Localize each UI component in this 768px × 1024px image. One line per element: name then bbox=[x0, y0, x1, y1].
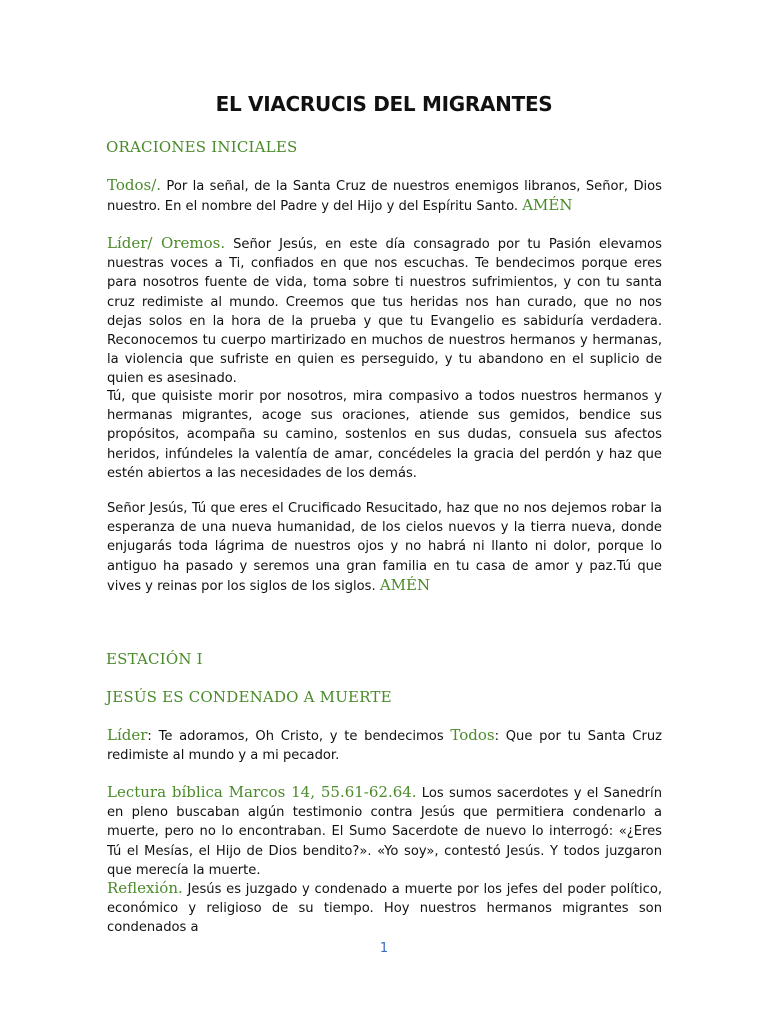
section-heading-estacion-titulo: JESÚS ES CONDENADO A MUERTE bbox=[106, 688, 392, 706]
amen-label: AMÉN bbox=[522, 196, 573, 215]
paragraph-tu-que-quisiste bbox=[107, 387, 662, 483]
paragraph-text: Jesús es juzgado y condenado a muerte por los jefes del poder político, económico y religioso de su tiempo. Hoy nuestros hermanos migrantes son condenados a bbox=[107, 882, 662, 936]
speaker-label-todos: Todos bbox=[450, 726, 495, 744]
speaker-label-todos: Todos/. bbox=[107, 176, 162, 194]
paragraph-text: Por la señal, de la Santa Cruz de nuestros enemigos libranos, Señor, Dios nuestro. En el nombre del Padre y del Hijo y del Espíritu Santo. bbox=[107, 179, 662, 215]
document-title: EL VIACRUCIS DEL MIGRANTES bbox=[215, 92, 553, 116]
paragraph-senor-jesus bbox=[107, 499, 662, 596]
paragraph-lider-todos bbox=[107, 726, 662, 765]
reflection-label: Reflexión. bbox=[107, 879, 183, 897]
paragraph-reflexion bbox=[107, 879, 662, 938]
paragraph-lectura-biblica bbox=[107, 783, 662, 880]
paragraph-text: : Te adoramos, Oh Cristo, y te bendecimos bbox=[147, 729, 451, 744]
paragraph-todos bbox=[107, 176, 662, 216]
speaker-label-lider-oremos: Líder/ Oremos. bbox=[107, 234, 226, 252]
paragraph-text: Tú, que quisiste morir por nosotros, mira compasivo a todos nuestros hermanos y hermanas migrantes, acoge sus oraciones, atiende sus gemidos, bendice sus propósitos, acompaña su camino, sostenlos en sus dudas, consuela sus afectos heridos, infúndeles la valentía de amar, concédeles la gracia del perdón y haz que estén abiertos a las necesidades de los demás. bbox=[107, 389, 662, 481]
section-heading-estacion: ESTACIÓN I bbox=[106, 650, 203, 668]
paragraph-lider-oremos bbox=[107, 234, 662, 389]
section-heading-oraciones-iniciales: ORACIONES INICIALES bbox=[106, 138, 298, 156]
page-number: 1 bbox=[379, 941, 389, 956]
amen-label: AMÉN bbox=[379, 575, 431, 594]
paragraph-text: Señor Jesús, en este día consagrado por tu Pasión elevamos nuestras voces a Ti, confiados en que nos escuchas. Te bendecimos porque eres para nosotros fuente de vida, toma sobre ti nuestros sufrimientos, y con tu santa cruz redimiste al mundo. Creemos que tus heridas nos han curado, que no nos dejas solos en la hora de la prueba y que tu Evangelio es sabiduría verdadera. Reconocemos tu cuerpo martirizado en muchos de nuestros hermanos y hermanas, la violencia que sufriste en quien es perseguido, y tu abandono en el suplicio de quien es asesinado. bbox=[107, 237, 663, 387]
speaker-label-lider: Líder bbox=[107, 726, 148, 744]
paragraph-text: Los sumos sacerdotes y el Sanedrín en pleno buscaban algún testimonio contra Jesús que permitiera condenarlo a muerte, pero no lo encontraban. El Sumo Sacerdote de nuevo lo interrogó: «¿Eres Tú el Mesías, el Hijo de Dios bendito?». «Yo soy», contestó Jesús. Y todos juzgaron que merecía la muerte. bbox=[107, 786, 662, 878]
reading-label: Lectura bíblica Marcos 14, 55.61-62.64. bbox=[107, 783, 417, 801]
paragraph-text: Señor Jesús, Tú que eres el Crucificado Resucitado, haz que no nos dejemos robar la esperanza de una nueva humanidad, de los cielos nuevos y la tierra nueva, donde enjugarás toda lágrima de nuestros ojos y no habrá ni llanto ni dolor, porque lo antiguo ha pasado y seremos una gran familia en tu casa de amor y paz.Tú que vives y reinas por los siglos de los siglos. bbox=[107, 501, 662, 594]
paragraph-text: : Que por tu Santa Cruz redimiste al mundo y a mi pecador. bbox=[107, 729, 662, 764]
